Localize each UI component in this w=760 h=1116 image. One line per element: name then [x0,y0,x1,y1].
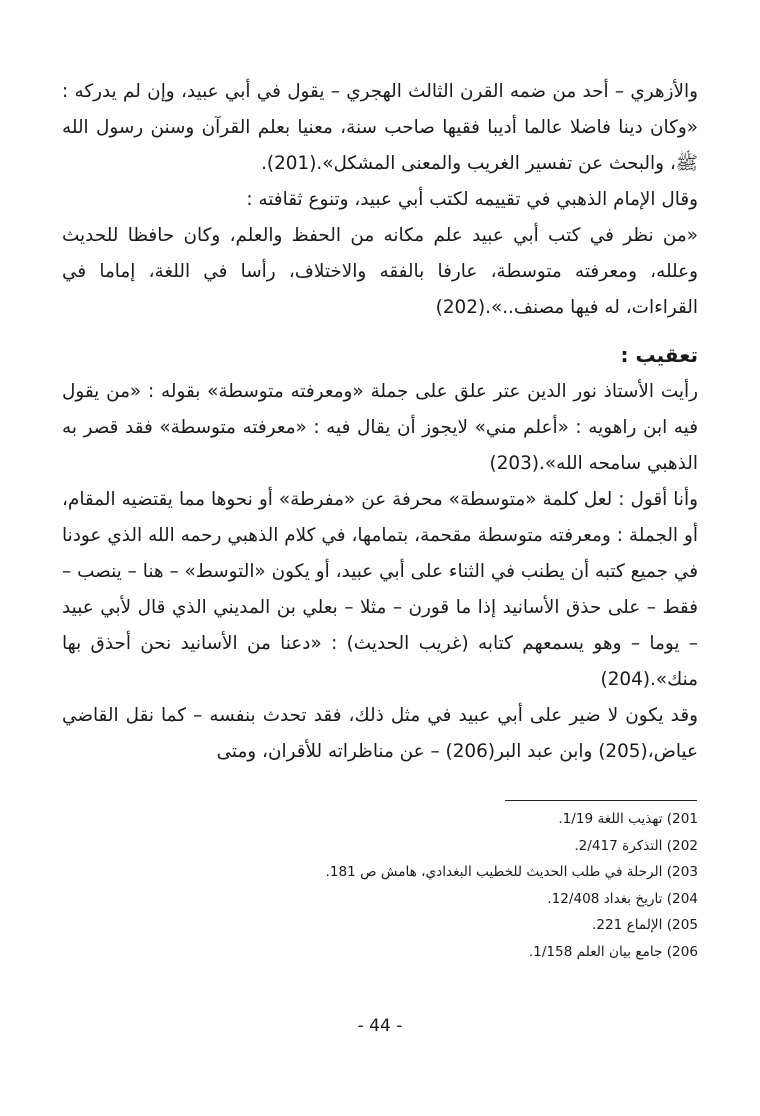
footnote-205: 205) الإلماع 221. [592,917,698,933]
page-number: - 44 - [357,1016,403,1036]
paragraph-azhari-quote: والأزهري – أحد من ضمه القرن الثالث الهجري – يقول في أبي عبيد، وإن لم يدركه : «وكان دينا فاضلا عالما أديبا فقيها صاحب سنة، معنيا بعلم القرآن وسنن رسول الله ﷺ، والبحث عن تفسير الغريب والمعنى المشكل».(201). [62,81,698,174]
main-text [62,74,698,770]
paragraph-author-opinion: وأنا أقول : لعل كلمة «متوسطة» محرفة عن «مفرطة» أو نحوها مما يقتضيه المقام، أو الجملة : ومعرفته متوسطة مقحمة، بتمامها، في كلام الذهبي رحمه الله الذي عودنا في جميع كتبه أن يطنب في الثناء على أبي عبيد، أو يكون «التوسط» – هنا – ينصب – فقط – على حذق الأسانيد إذا ما قورن – مثلا – بعلي بن المديني الذي قال لأبي عبيد – يوما – وهو يسمعهم كتابه (غريب الحديث) : «دعنا من الأسانيد نحن أحذق بها منك».(204) [62,489,698,690]
footnote-202: 202) التذكرة 2/417. [574,837,698,854]
paragraph-dhahabi-quote: «من نظر في كتب أبي عبيد علم مكانه من الحفظ والعلم، وكان حافظا للحديث وعلله، ومعرفته متوسطة، عارفا بالفقه والاختلاف، رأسا في اللغة، إماما في القراءات، له فيها مصنف..».(202) [62,225,698,318]
footnote-separator [505,800,697,801]
paragraph-dhahabi-intro: وقال الإمام الذهبي في تقييمه لكتب أبي عبيد، وتنوع ثقافته : [246,189,698,210]
footnote-204: 204) تاريخ بغداد 12/408. [547,890,698,907]
footnote-203: 203) الرحلة في طلب الحديث للخطيب البغدادي، هامش ص 181. [325,864,698,880]
paragraph-continuation: وقد يكون لا ضير على أبي عبيد في مثل ذلك، فقد تحدث بنفسه – كما نقل القاضي عياض،(205) وابن عبد البر(206) – عن مناظراته للأقران، ومتى [62,705,698,762]
footnote-201: 201) تهذيب اللغة 1/19. [558,811,698,827]
paragraph-itr-comment: رأيت الأستاذ نور الدين عتر علق على جملة «ومعرفته متوسطة» بقوله : «من يقول فيه ابن راهويه : «أعلم مني» لايجوز أن يقال فيه : «معرفته متوسطة» فقد قصر به الذهبي سامحه الله».(203) [62,381,698,474]
section-heading: تعقيب : [620,343,698,367]
footnotes-list [62,806,698,965]
footnote-206: 206) جامع بيان العلم 1/158. [528,943,698,960]
